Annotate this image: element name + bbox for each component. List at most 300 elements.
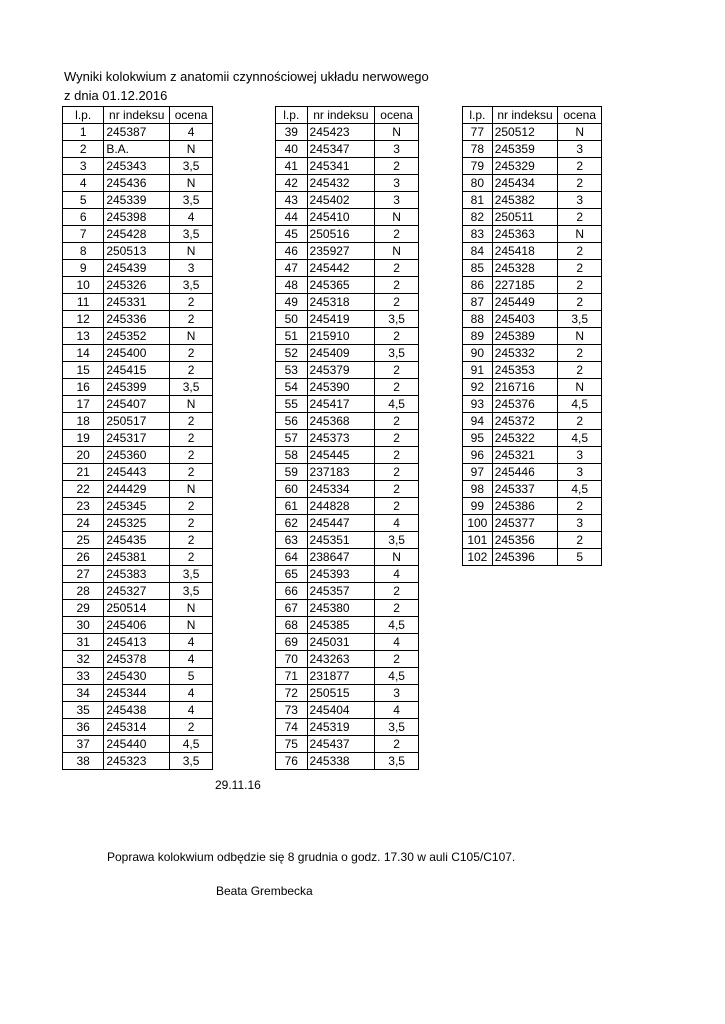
grade-value: 2	[375, 328, 419, 345]
grade-value: 3,5	[170, 226, 213, 243]
row-number: 40	[276, 141, 308, 158]
table-row	[63, 702, 213, 719]
grade-value: 2	[170, 498, 213, 515]
row-number: 95	[463, 430, 493, 447]
student-index: 245428	[104, 226, 170, 243]
student-index: 245383	[104, 566, 170, 583]
student-index: 245332	[492, 345, 558, 362]
row-number: 16	[63, 379, 104, 396]
table-row	[276, 668, 419, 685]
student-index: 245387	[104, 124, 170, 141]
table-row	[63, 124, 213, 141]
student-index: 245359	[492, 141, 558, 158]
student-index: 245443	[104, 464, 170, 481]
student-index: 245445	[307, 447, 375, 464]
table-row	[63, 192, 213, 209]
grade-value: 3	[558, 192, 602, 209]
grade-value: 3,5	[558, 311, 602, 328]
grade-value: N	[170, 243, 213, 260]
student-index: 245437	[307, 736, 375, 753]
column-header-grade: ocena	[375, 107, 419, 124]
table-row	[276, 702, 419, 719]
row-number: 21	[63, 464, 104, 481]
row-number: 42	[276, 175, 308, 192]
student-index: 250513	[104, 243, 170, 260]
table-row	[63, 566, 213, 583]
grade-value: 3,5	[170, 566, 213, 583]
table-row	[463, 260, 602, 277]
row-number: 10	[63, 277, 104, 294]
student-index: 245326	[104, 277, 170, 294]
grade-value: 2	[170, 549, 213, 566]
grade-value: 3,5	[170, 753, 213, 770]
grade-value: N	[375, 124, 419, 141]
student-index: 245403	[492, 311, 558, 328]
table-row	[276, 141, 419, 158]
table-row	[276, 345, 419, 362]
table-row	[463, 362, 602, 379]
grade-value: N	[558, 379, 602, 396]
student-index: 235927	[307, 243, 375, 260]
row-number: 28	[63, 583, 104, 600]
grade-value: 2	[375, 481, 419, 498]
table-row	[463, 158, 602, 175]
grade-value: 2	[170, 311, 213, 328]
row-number: 22	[63, 481, 104, 498]
table-row	[276, 158, 419, 175]
table-row	[63, 532, 213, 549]
row-number: 94	[463, 413, 493, 430]
student-index: 245357	[307, 583, 375, 600]
grade-value: N	[375, 243, 419, 260]
row-number: 89	[463, 328, 493, 345]
grade-value: 3,5	[170, 277, 213, 294]
grade-value: 2	[170, 413, 213, 430]
column-header-index: nr indeksu	[307, 107, 375, 124]
table-row	[63, 736, 213, 753]
row-number: 99	[463, 498, 493, 515]
student-index: 245389	[492, 328, 558, 345]
table-row	[463, 396, 602, 413]
table-row	[63, 481, 213, 498]
table-row	[276, 532, 419, 549]
table-row	[63, 668, 213, 685]
grade-value: 4,5	[558, 430, 602, 447]
student-index: 245399	[104, 379, 170, 396]
row-number: 46	[276, 243, 308, 260]
table-row	[276, 549, 419, 566]
row-number: 27	[63, 566, 104, 583]
table-row	[276, 481, 419, 498]
table-row	[63, 379, 213, 396]
table-row	[63, 175, 213, 192]
student-index: 250512	[492, 124, 558, 141]
table-row	[276, 124, 419, 141]
table-row	[463, 243, 602, 260]
student-index: 245380	[307, 600, 375, 617]
row-number: 24	[63, 515, 104, 532]
row-number: 66	[276, 583, 308, 600]
row-number: 76	[276, 753, 308, 770]
row-number: 100	[463, 515, 493, 532]
grade-value: 2	[375, 277, 419, 294]
table-row	[63, 719, 213, 736]
table-row	[63, 600, 213, 617]
row-number: 77	[463, 124, 493, 141]
grade-value: 4	[170, 702, 213, 719]
student-index: 245442	[307, 260, 375, 277]
table-row	[463, 328, 602, 345]
student-index: 245390	[307, 379, 375, 396]
retake-notice: Poprawa kolokwium odbędzie się 8 grudnia o godz. 17.30 w auli C105/C107.	[107, 850, 516, 864]
grade-value: N	[170, 481, 213, 498]
row-number: 18	[63, 413, 104, 430]
table-row	[463, 277, 602, 294]
row-number: 50	[276, 311, 308, 328]
row-number: 44	[276, 209, 308, 226]
table-row	[63, 413, 213, 430]
grade-value: 2	[375, 158, 419, 175]
row-number: 87	[463, 294, 493, 311]
column-header-index: nr indeksu	[104, 107, 170, 124]
grade-value: 2	[558, 498, 602, 515]
student-index: 245314	[104, 719, 170, 736]
student-index: 245353	[492, 362, 558, 379]
student-index: 245410	[307, 209, 375, 226]
grade-value: 2	[558, 294, 602, 311]
column-header-lp: l.p.	[463, 107, 493, 124]
student-index: 245432	[307, 175, 375, 192]
row-number: 68	[276, 617, 308, 634]
table-row	[63, 328, 213, 345]
student-index: 250515	[307, 685, 375, 702]
row-number: 26	[63, 549, 104, 566]
table-row	[63, 311, 213, 328]
table-row	[463, 515, 602, 532]
table-row	[63, 685, 213, 702]
document-date: z dnia 01.12.2016	[64, 88, 168, 103]
table-row	[276, 617, 419, 634]
grade-value: 3,5	[170, 192, 213, 209]
table-row	[276, 600, 419, 617]
student-index: 245319	[307, 719, 375, 736]
student-index: 245356	[492, 532, 558, 549]
grade-value: 2	[558, 277, 602, 294]
student-index: 245386	[492, 498, 558, 515]
row-number: 52	[276, 345, 308, 362]
row-number: 101	[463, 532, 493, 549]
student-index: 244828	[307, 498, 375, 515]
row-number: 19	[63, 430, 104, 447]
row-number: 93	[463, 396, 493, 413]
grade-value: 2	[170, 345, 213, 362]
grades-table-1	[62, 106, 213, 770]
row-number: 82	[463, 209, 493, 226]
grade-value: 3	[558, 141, 602, 158]
table-row	[63, 498, 213, 515]
table-row	[276, 583, 419, 600]
student-index: 250517	[104, 413, 170, 430]
table-row	[276, 685, 419, 702]
table-row	[276, 379, 419, 396]
grade-value: 3	[375, 192, 419, 209]
student-index: 245331	[104, 294, 170, 311]
grade-value: 4	[170, 209, 213, 226]
table-row	[276, 192, 419, 209]
student-index: 245379	[307, 362, 375, 379]
table-row	[63, 345, 213, 362]
row-number: 65	[276, 566, 308, 583]
table-row	[276, 362, 419, 379]
table-row	[463, 379, 602, 396]
student-index: 245447	[307, 515, 375, 532]
row-number: 23	[63, 498, 104, 515]
grade-value: 4	[375, 634, 419, 651]
student-index: 215910	[307, 328, 375, 345]
row-number: 61	[276, 498, 308, 515]
student-index: 245415	[104, 362, 170, 379]
row-number: 71	[276, 668, 308, 685]
table-row	[276, 328, 419, 345]
row-number: 72	[276, 685, 308, 702]
grade-value: 2	[375, 430, 419, 447]
student-index: 250514	[104, 600, 170, 617]
row-number: 2	[63, 141, 104, 158]
row-number: 58	[276, 447, 308, 464]
table-row	[63, 209, 213, 226]
student-index: 245322	[492, 430, 558, 447]
grade-value: 2	[375, 600, 419, 617]
row-number: 9	[63, 260, 104, 277]
grade-value: N	[170, 175, 213, 192]
row-number: 13	[63, 328, 104, 345]
grade-value: 2	[558, 175, 602, 192]
row-number: 37	[63, 736, 104, 753]
student-index: 245376	[492, 396, 558, 413]
student-index: 245406	[104, 617, 170, 634]
row-number: 70	[276, 651, 308, 668]
table-row	[63, 651, 213, 668]
student-index: 245378	[104, 651, 170, 668]
table-row	[63, 617, 213, 634]
row-number: 63	[276, 532, 308, 549]
student-index: 245423	[307, 124, 375, 141]
grade-value: 4	[375, 702, 419, 719]
row-number: 59	[276, 464, 308, 481]
student-index: 245438	[104, 702, 170, 719]
column-header-grade: ocena	[170, 107, 213, 124]
student-index: 245339	[104, 192, 170, 209]
header-row	[63, 107, 213, 124]
row-number: 86	[463, 277, 493, 294]
student-index: 216716	[492, 379, 558, 396]
student-index: 245407	[104, 396, 170, 413]
grade-value: 2	[558, 260, 602, 277]
table-row	[276, 719, 419, 736]
grade-value: 4	[170, 651, 213, 668]
table-row	[276, 515, 419, 532]
student-index: 245341	[307, 158, 375, 175]
table-row	[276, 243, 419, 260]
row-number: 67	[276, 600, 308, 617]
row-number: 56	[276, 413, 308, 430]
table-row	[276, 753, 419, 770]
table-row	[276, 294, 419, 311]
table-row	[276, 396, 419, 413]
grade-value: N	[375, 549, 419, 566]
grade-value: 4,5	[375, 668, 419, 685]
student-index: 245365	[307, 277, 375, 294]
student-index: 245404	[307, 702, 375, 719]
row-number: 6	[63, 209, 104, 226]
grade-value: 4,5	[375, 617, 419, 634]
grade-value: 3,5	[375, 719, 419, 736]
table-row	[463, 464, 602, 481]
table-row	[276, 498, 419, 515]
table-row	[463, 175, 602, 192]
table-row	[276, 464, 419, 481]
student-index: 245373	[307, 430, 375, 447]
grades-table-3	[462, 106, 602, 566]
row-number: 47	[276, 260, 308, 277]
student-index: 245323	[104, 753, 170, 770]
student-index: 245381	[104, 549, 170, 566]
table-row	[276, 260, 419, 277]
table-row	[276, 226, 419, 243]
row-number: 12	[63, 311, 104, 328]
student-index: 245419	[307, 311, 375, 328]
table-row	[463, 311, 602, 328]
student-index: 245436	[104, 175, 170, 192]
row-number: 4	[63, 175, 104, 192]
table-row	[63, 549, 213, 566]
table-row	[276, 651, 419, 668]
table-row	[276, 447, 419, 464]
student-index: 245318	[307, 294, 375, 311]
row-number: 97	[463, 464, 493, 481]
grade-value: 3	[375, 141, 419, 158]
grade-value: 2	[375, 498, 419, 515]
row-number: 31	[63, 634, 104, 651]
grade-value: 3,5	[375, 311, 419, 328]
row-number: 15	[63, 362, 104, 379]
student-index: 245418	[492, 243, 558, 260]
row-number: 49	[276, 294, 308, 311]
grade-value: 3,5	[170, 583, 213, 600]
row-number: 85	[463, 260, 493, 277]
grade-value: 2	[170, 447, 213, 464]
grade-value: 2	[375, 651, 419, 668]
grade-value: 5	[170, 668, 213, 685]
student-index: 245446	[492, 464, 558, 481]
student-index: 245352	[104, 328, 170, 345]
row-number: 51	[276, 328, 308, 345]
student-index: 245368	[307, 413, 375, 430]
grade-value: 2	[558, 209, 602, 226]
student-index: 245372	[492, 413, 558, 430]
row-number: 91	[463, 362, 493, 379]
row-number: 92	[463, 379, 493, 396]
student-index: 245434	[492, 175, 558, 192]
table-row	[463, 481, 602, 498]
table-row	[463, 294, 602, 311]
grade-value: N	[170, 396, 213, 413]
grade-value: 3	[170, 260, 213, 277]
grade-value: 3,5	[170, 158, 213, 175]
student-index: 245351	[307, 532, 375, 549]
row-number: 5	[63, 192, 104, 209]
row-number: 29	[63, 600, 104, 617]
student-index: 245393	[307, 566, 375, 583]
student-index: 245439	[104, 260, 170, 277]
table-row	[63, 362, 213, 379]
grade-value: 2	[170, 294, 213, 311]
table-row	[276, 311, 419, 328]
grade-value: 2	[170, 430, 213, 447]
grade-value: 2	[558, 243, 602, 260]
table-row	[463, 141, 602, 158]
row-number: 96	[463, 447, 493, 464]
row-number: 74	[276, 719, 308, 736]
row-number: 30	[63, 617, 104, 634]
grade-value: N	[558, 226, 602, 243]
row-number: 102	[463, 549, 493, 566]
grade-value: N	[558, 328, 602, 345]
author-signature: Beata Grembecka	[216, 884, 313, 898]
student-index: 245377	[492, 515, 558, 532]
student-index: 245336	[104, 311, 170, 328]
student-index: 245327	[104, 583, 170, 600]
row-number: 43	[276, 192, 308, 209]
grade-value: 2	[375, 583, 419, 600]
grade-value: 3	[375, 175, 419, 192]
student-index: 245334	[307, 481, 375, 498]
grade-value: 3	[558, 447, 602, 464]
grade-value: 2	[375, 379, 419, 396]
table-row	[463, 209, 602, 226]
table-row	[276, 277, 419, 294]
student-index: 245347	[307, 141, 375, 158]
student-index: 245031	[307, 634, 375, 651]
header-row	[276, 107, 419, 124]
table-row	[63, 515, 213, 532]
row-number: 73	[276, 702, 308, 719]
row-number: 53	[276, 362, 308, 379]
row-number: 62	[276, 515, 308, 532]
row-number: 78	[463, 141, 493, 158]
table-row	[63, 294, 213, 311]
student-index: 245402	[307, 192, 375, 209]
table-row	[463, 498, 602, 515]
grade-value: 2	[170, 464, 213, 481]
row-number: 69	[276, 634, 308, 651]
row-number: 36	[63, 719, 104, 736]
table-row	[63, 447, 213, 464]
row-number: 20	[63, 447, 104, 464]
table-row	[63, 158, 213, 175]
student-index: 245317	[104, 430, 170, 447]
grade-value: N	[170, 617, 213, 634]
grade-value: 3,5	[375, 532, 419, 549]
student-index: 245382	[492, 192, 558, 209]
row-number: 98	[463, 481, 493, 498]
row-number: 11	[63, 294, 104, 311]
column-header-lp: l.p.	[63, 107, 104, 124]
column-header-lp: l.p.	[276, 107, 308, 124]
student-index: 245325	[104, 515, 170, 532]
student-index: 245430	[104, 668, 170, 685]
student-index: 245396	[492, 549, 558, 566]
